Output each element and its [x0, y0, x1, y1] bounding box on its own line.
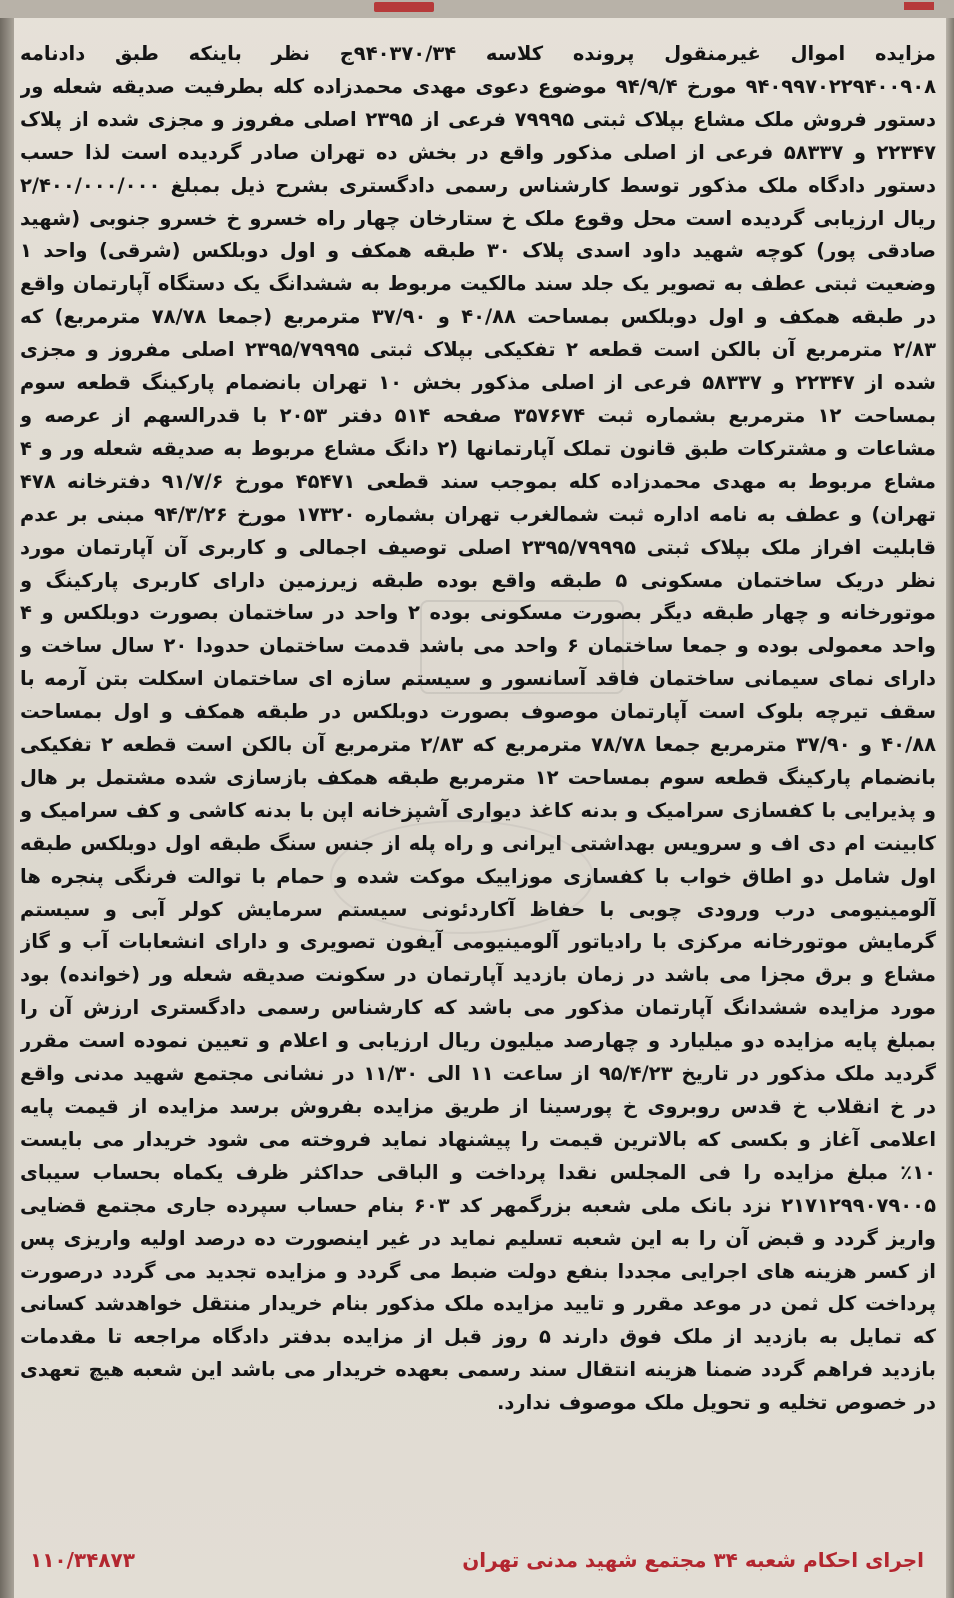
page-edge-shadow — [946, 18, 954, 1598]
notice-footer — [30, 1540, 924, 1580]
page-edge-shadow — [0, 18, 14, 1598]
red-header-fragment — [374, 2, 434, 12]
red-header-fragment — [904, 2, 934, 10]
reference-number: ۱۱۰/۳۴۸۷۳ — [30, 1548, 135, 1572]
issuer-signature: اجرای احکام شعبه ۳۴ مجتمع شهید مدنی تهران — [462, 1548, 924, 1572]
auction-notice-body: مزایده اموال غیرمنقول پرونده کلاسه ۹۴۰۳۷۰/۳۴ج نظر باینکه طبق دادنامه ۹۴۰۹۹۷۰۲۲۹۴۰۰۹۰۸ مورخ ۹۴/۹/۴ موضوع دعوی مهدی محمدزاده کله بطرفیت صدیقه شعله ور دستور فروش ملک مشاع بپلاک ثبتی ۷۹۹۹۵ فرعی از ۲۳۹۵ اصلی مفروز و مجزی شده از پلاک ۲۲۳۴۷ و ۵۸۳۳۷ فرعی از اصلی مذکور واقع در بخش ده تهران صادر گردیده است لذا حسب دستور دادگاه ملک مذکور توسط کارشناس رسمی دادگستری بشرح ذیل بمبلغ ۲/۴۰۰/۰۰۰/۰۰۰ ریال ارزیابی گردیده است محل وقوع ملک خ ستارخان چهار راه خسرو خ خسرو جنوبی (شهید صادقی پور) کوچه شهید داود اسدی پلاک ۳۰ طبقه همکف و اول دوبلکس (شرقی) واحد ۱ وضعیت ثبتی عطف به تصویر یک جلد سند مالکیت مربوط به ششدانگ یک دستگاه آپارتمان واقع در طبقه همکف و اول دوبلکس بمساحت ۴۰/۸۸ و ۳۷/۹۰ مترمربع (جمعا ۷۸/۷۸ مترمربع) که ۲/۸۳ مترمربع آن بالکن است قطعه ۲ تفکیکی بپلاک ثبتی ۲۳۹۵/۷۹۹۹۵ اصلی مفروز و مجزی شده از ۲۲۳۴۷ و ۵۸۳۳۷ فرعی از اصلی مذکور بخش ۱۰ تهران بانضمام پارکینگ قطعه سوم بمساحت ۱۲ مترمربع بشماره ثبت ۳۵۷۶۷۴ صفحه ۵۱۴ دفتر ۲۰۵۳ با قدرالسهم از عرصه و مشاعات و مشترکات طبق قانون تملک آپارتمانها (۲ دانگ مشاع مربوط به صدیقه شعله ور و ۴ مشاع مربوط به مهدی محمدزاده کله بموجب سند قطعی ۴۵۴۷۱ مورخ ۹۱/۷/۶ دفترخانه ۴۷۸ تهران) و عطف به نامه اداره ثبت شمالغرب تهران بشماره ۱۷۳۲۰ مورخ ۹۴/۳/۲۶ مبنی بر عدم قابلیت افراز ملک بپلاک ثبتی ۲۳۹۵/۷۹۹۹۵ اصلی توصیف اجمالی و کاربری آن آپارتمان مورد نظر دریک ساختمان مسکونی ۵ طبقه واقع بوده طبقه زیرزمین دارای کاربری پارکینگ و موتورخانه و چهار طبقه دیگر بصورت مسکونی بوده ۲ واحد در ساختمان بصورت دوبلکس و ۴ واحد معمولی بوده و جمعا ساختمان ۶ واحد می باشد قدمت ساختمان حدودا ۲۰ سال ساخت و دارای نمای سیمانی ساختمان فاقد آسانسور و سیستم سازه ای ساختمان اسکلت بتن آرمه با سقف تیرچه بلوک است آپارتمان موصوف بصورت دوبلکس در طبقه همکف و اول بمساحت ۴۰/۸۸ و ۳۷/۹۰ مترمربع جمعا ۷۸/۷۸ مترمربع که ۲/۸۳ مترمربع آن بالکن است قطعه ۲ تفکیکی بانضمام پارکینگ قطعه سوم بمساحت ۱۲ مترمربع طبقه همکف بازسازی شده مشتمل بر هال و پذیرایی با کفسازی سرامیک و بدنه کاغذ دیواری آشپزخانه اپن با بدنه کاشی و کف سرامیک و کابینت ام دی اف و سرویس بهداشتی ایرانی و راه پله از جنس سنگ طبقه اول دوبلکس طبقه اول شامل دو اطاق خواب با کفسازی موزاییک موکت شده و حمام با توالت فرنگی پنجره ها آلومینیومی درب ورودی چوبی با حفاظ آکاردئونی سیستم سرمایش کولر آبی و سیستم گرمایش موتورخانه مرکزی با رادیاتور آلومینیومی آیفون تصویری و دارای انشعابات آب و گاز مشاع و برق مجزا می باشد در زمان بازدید آپارتمان در سکونت صدیقه شعله ور (خوانده) بود مورد مزایده ششدانگ آپارتمان مذکور می باشد که کارشناس رسمی دادگستری ارزش آن را بمبلغ پایه مزایده دو میلیارد و چهارصد میلیون ریال ارزیابی و اعلام و تعیین نموده است مقرر گردید ملک مذکور در تاریخ ۹۵/۴/۲۳ از ساعت ۱۱ الی ۱۱/۳۰ در نشانی مجتمع شهید مدنی واقع در خ انقلاب خ قدس روبروی خ پورسینا از طریق مزایده بفروش برسد مزایده از قیمت پایه اعلامی آغاز و بکسی که بالاترین قیمت را پیشنهاد نماید فروخته می شود خریدار می بایست ۱۰٪ مبلغ مزایده را فی المجلس نقدا پرداخت و الباقی حداکثر ظرف یکماه بحساب سیبای ۲۱۷۱۲۹۹۰۷۹۰۰۵ نزد بانک ملی شعبه بزرگمهر کد ۶۰۳ بنام حساب سپرده جاری مجتمع قضایی واریز گردد و قبض آن را به این شعبه تسلیم نماید در غیر اینصورت ده درصد اولیه واریزی پس از کسر هزینه های اجرایی مجددا بنفع دولت ضبط می گردد و مزایده تجدید می گردد درصورت پرداخت کل ثمن در موعد مقرر و تایید مزایده ملک مذکور بنام خریدار منتقل خواهدشد کسانی که تمایل به بازدید از ملک فوق دارند ۵ روز قبل از مزایده بدفتر دادگاه مراجعه تا مقدمات بازدید فراهم گردد ضمنا هزینه انتقال سند رسمی بعهده خریدار می باشد این شعبه هیچ تعهدی در خصوص تخلیه و تحویل ملک موصوف ندارد. — [20, 42, 936, 1415]
torn-top-edge — [0, 0, 954, 18]
